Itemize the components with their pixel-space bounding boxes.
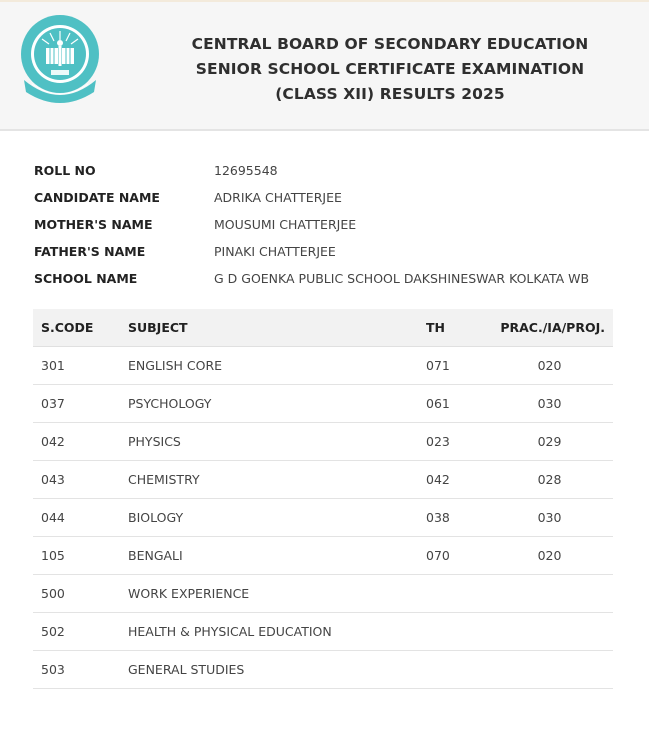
subject-name: PSYCHOLOGY [128,384,426,422]
practical-marks: 030 [486,384,613,422]
practical-marks [486,612,613,650]
cbse-emblem-icon [18,14,102,106]
marks-table [33,309,613,689]
theory-marks: 023 [426,422,486,460]
candidate-name-row [34,184,634,211]
subject-code: 044 [33,498,128,536]
practical-marks: 029 [486,422,613,460]
subject-code: 043 [33,460,128,498]
candidate-name-value: ADRIKA CHATTERJEE [214,190,342,205]
father-name-label: FATHER'S NAME [34,244,146,259]
subject-code: 105 [33,536,128,574]
result-year: (CLASS XII) RESULTS 2025 [275,85,505,103]
subject-name: CHEMISTRY [128,460,426,498]
exam-title [160,32,620,107]
col-header-practical: PRAC./IA/PROJ. [486,309,613,346]
table-row [33,384,613,422]
candidate-name-label: CANDIDATE NAME [34,190,160,205]
theory-marks: 071 [426,346,486,384]
practical-marks: 020 [486,536,613,574]
subject-code: 301 [33,346,128,384]
father-name-value: PINAKI CHATTERJEE [214,244,336,259]
subject-name: WORK EXPERIENCE [128,574,426,612]
table-row [33,536,613,574]
exam-name: SENIOR SCHOOL CERTIFICATE EXAMINATION [195,60,585,78]
subject-code: 500 [33,574,128,612]
subject-name: PHYSICS [128,422,426,460]
table-row [33,650,613,688]
theory-marks [426,612,486,650]
subject-name: HEALTH & PHYSICAL EDUCATION [128,612,426,650]
subject-code: 502 [33,612,128,650]
roll-no-label: ROLL NO [34,163,96,178]
table-row [33,498,613,536]
table-row [33,574,613,612]
theory-marks: 061 [426,384,486,422]
theory-marks [426,650,486,688]
marks-header-row [33,309,613,346]
subject-code: 037 [33,384,128,422]
practical-marks [486,574,613,612]
subject-code: 503 [33,650,128,688]
table-row [33,460,613,498]
theory-marks [426,574,486,612]
col-header-theory: TH [426,309,486,346]
table-row [33,612,613,650]
practical-marks: 028 [486,460,613,498]
col-header-scode: S.CODE [33,309,128,346]
col-header-subject: SUBJECT [128,309,426,346]
school-name-value: G D GOENKA PUBLIC SCHOOL DAKSHINESWAR KOLKATA WB [214,271,590,286]
board-name: CENTRAL BOARD OF SECONDARY EDUCATION [191,35,589,53]
father-name-row [34,238,634,265]
roll-no-value: 12695548 [214,163,278,178]
school-name-label: SCHOOL NAME [34,271,138,286]
table-row [33,346,613,384]
school-name-row [34,265,634,292]
subject-name: GENERAL STUDIES [128,650,426,688]
subject-name: ENGLISH CORE [128,346,426,384]
subject-name: BENGALI [128,536,426,574]
practical-marks [486,650,613,688]
subject-code: 042 [33,422,128,460]
roll-no-row [34,157,634,184]
subject-name: BIOLOGY [128,498,426,536]
practical-marks: 030 [486,498,613,536]
mother-name-row [34,211,634,238]
theory-marks: 070 [426,536,486,574]
theory-marks: 038 [426,498,486,536]
candidate-details [34,157,634,292]
practical-marks: 020 [486,346,613,384]
mother-name-label: MOTHER'S NAME [34,217,153,232]
theory-marks: 042 [426,460,486,498]
result-header [0,0,649,131]
mother-name-value: MOUSUMI CHATTERJEE [214,217,357,232]
table-row [33,422,613,460]
marks-body [33,346,613,688]
